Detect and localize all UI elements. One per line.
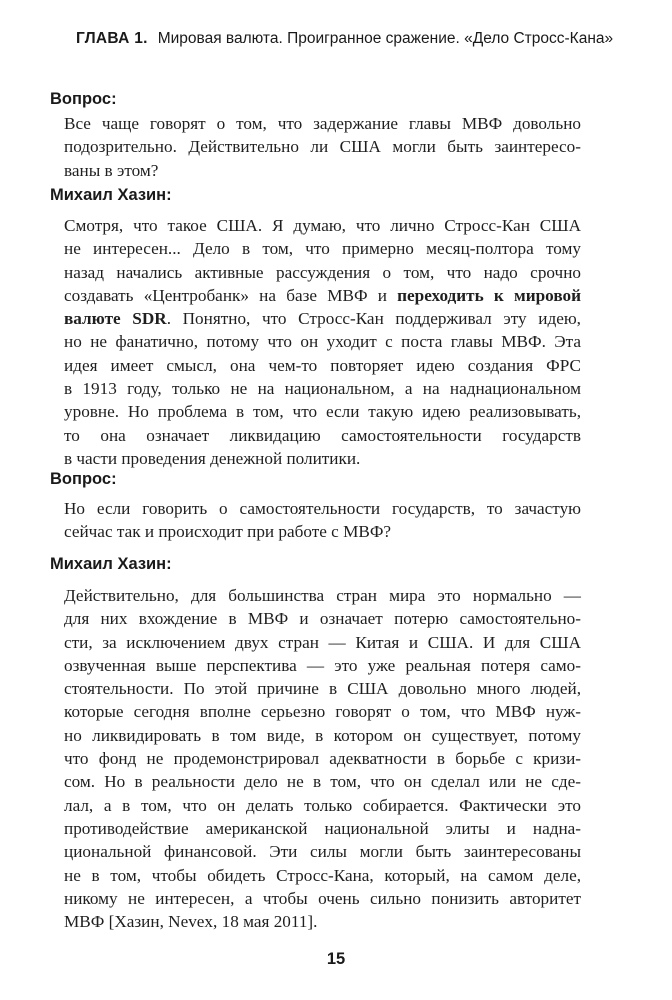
- text-line: не интересен... Дело в том, что примерно месяц-полтора тому: [64, 239, 581, 259]
- text-line: но не фанатично, потому что он уходит с поста главы МВФ. Эта: [64, 332, 581, 352]
- speaker-label-question: Вопрос:: [50, 90, 117, 108]
- text-line: озвученная выше перспектива — это уже реальная потеря само-: [64, 655, 581, 675]
- text-line: Действительно, для большинства стран мира это нормально —: [64, 586, 581, 605]
- text-line: которые сегодня вполне серьезно говорят о том, что МВФ нуж-: [64, 702, 581, 722]
- speaker-label-answer: Михаил Хазин:: [50, 186, 172, 204]
- text-line: в части проведения денежной политики.: [64, 448, 361, 468]
- text-line: Смотря, что такое США. Я думаю, что лично Стросс-Кан США: [64, 216, 581, 235]
- running-header: [76, 30, 636, 48]
- text-line: что фонд не продемонстрировал адекватности в борьбе с кризи-: [64, 749, 581, 769]
- text-line: Все чаще говорят о том, что задержание главы МВФ довольно: [64, 114, 581, 133]
- text-line: то она означает ликвидацию самостоятельности государств: [64, 425, 581, 445]
- text-line: [64, 284, 581, 307]
- text-line: [64, 307, 581, 330]
- chapter-label: ГЛАВА 1.: [76, 30, 148, 47]
- text-line: циональной финансовой. Эти силы могли быть заинтересованы: [64, 842, 581, 862]
- text-line: стоятельности. По этой причине в США довольно много людей,: [64, 679, 581, 699]
- text-line: никому не интересен, а чтобы очень сильно понизить авторитет: [64, 888, 581, 908]
- text-line: сейчас так и происходит при работе с МВФ?: [64, 522, 392, 542]
- text-line: Но если говорить о самостоятельности государств, то зачастую: [64, 499, 581, 518]
- emphasis-text: переходить к мировой: [397, 285, 581, 305]
- emphasis-text: валюте SDR: [64, 309, 167, 329]
- page-number: 15: [326, 950, 346, 968]
- chapter-title: Мировая валюта. Проигранное сражение. «Дело Стросс-Кана»: [157, 30, 614, 47]
- speaker-label-question: Вопрос:: [50, 470, 117, 488]
- text-line: ваны в этом?: [64, 160, 159, 180]
- text-segment: создавать «Центробанк» на базе МВФ и: [64, 285, 387, 305]
- text-line: не в том, чтобы обидеть Стросс-Кана, который, на самом деле,: [64, 865, 581, 885]
- text-line: для них вхождение в МВФ и означает потерю самостоятельно-: [64, 609, 581, 629]
- text-line: уровне. Но проблема в том, что если такую идею реализовывать,: [64, 402, 581, 422]
- text-line: но ликвидировать в том виде, в котором он существует, потому: [64, 725, 581, 745]
- text-segment: . Понятно, что Стросс-Кан поддерживал эту идею,: [166, 309, 581, 329]
- question-paragraph: [64, 497, 581, 544]
- text-line: сом. Но в реальности дело не в том, что он сделал или не сде-: [64, 772, 581, 792]
- text-line: подозрительно. Действительно ли США могли быть заинтересо-: [64, 137, 581, 157]
- question-paragraph: [64, 112, 581, 182]
- speaker-label-answer: Михаил Хазин:: [50, 555, 172, 573]
- text-line: лал, а в том, что он делать только собирается. Фактически это: [64, 795, 581, 815]
- text-line: противодействие американской национальной элиты и надна-: [64, 818, 581, 838]
- text-line: сти, за исключением двух стран — Китая и США. И для США: [64, 632, 581, 652]
- answer-paragraph: [64, 214, 581, 470]
- answer-paragraph: [64, 584, 581, 933]
- text-line: назад начались активные рассуждения о том, что надо срочно: [64, 262, 581, 282]
- text-line: в 1913 году, только не на национальном, а на наднациональном: [64, 379, 581, 399]
- text-line: МВФ [Хазин, Nevex, 18 мая 2011].: [64, 912, 318, 932]
- text-line: идея имеет смысл, она чем-то повторяет идею создания ФРС: [64, 355, 581, 375]
